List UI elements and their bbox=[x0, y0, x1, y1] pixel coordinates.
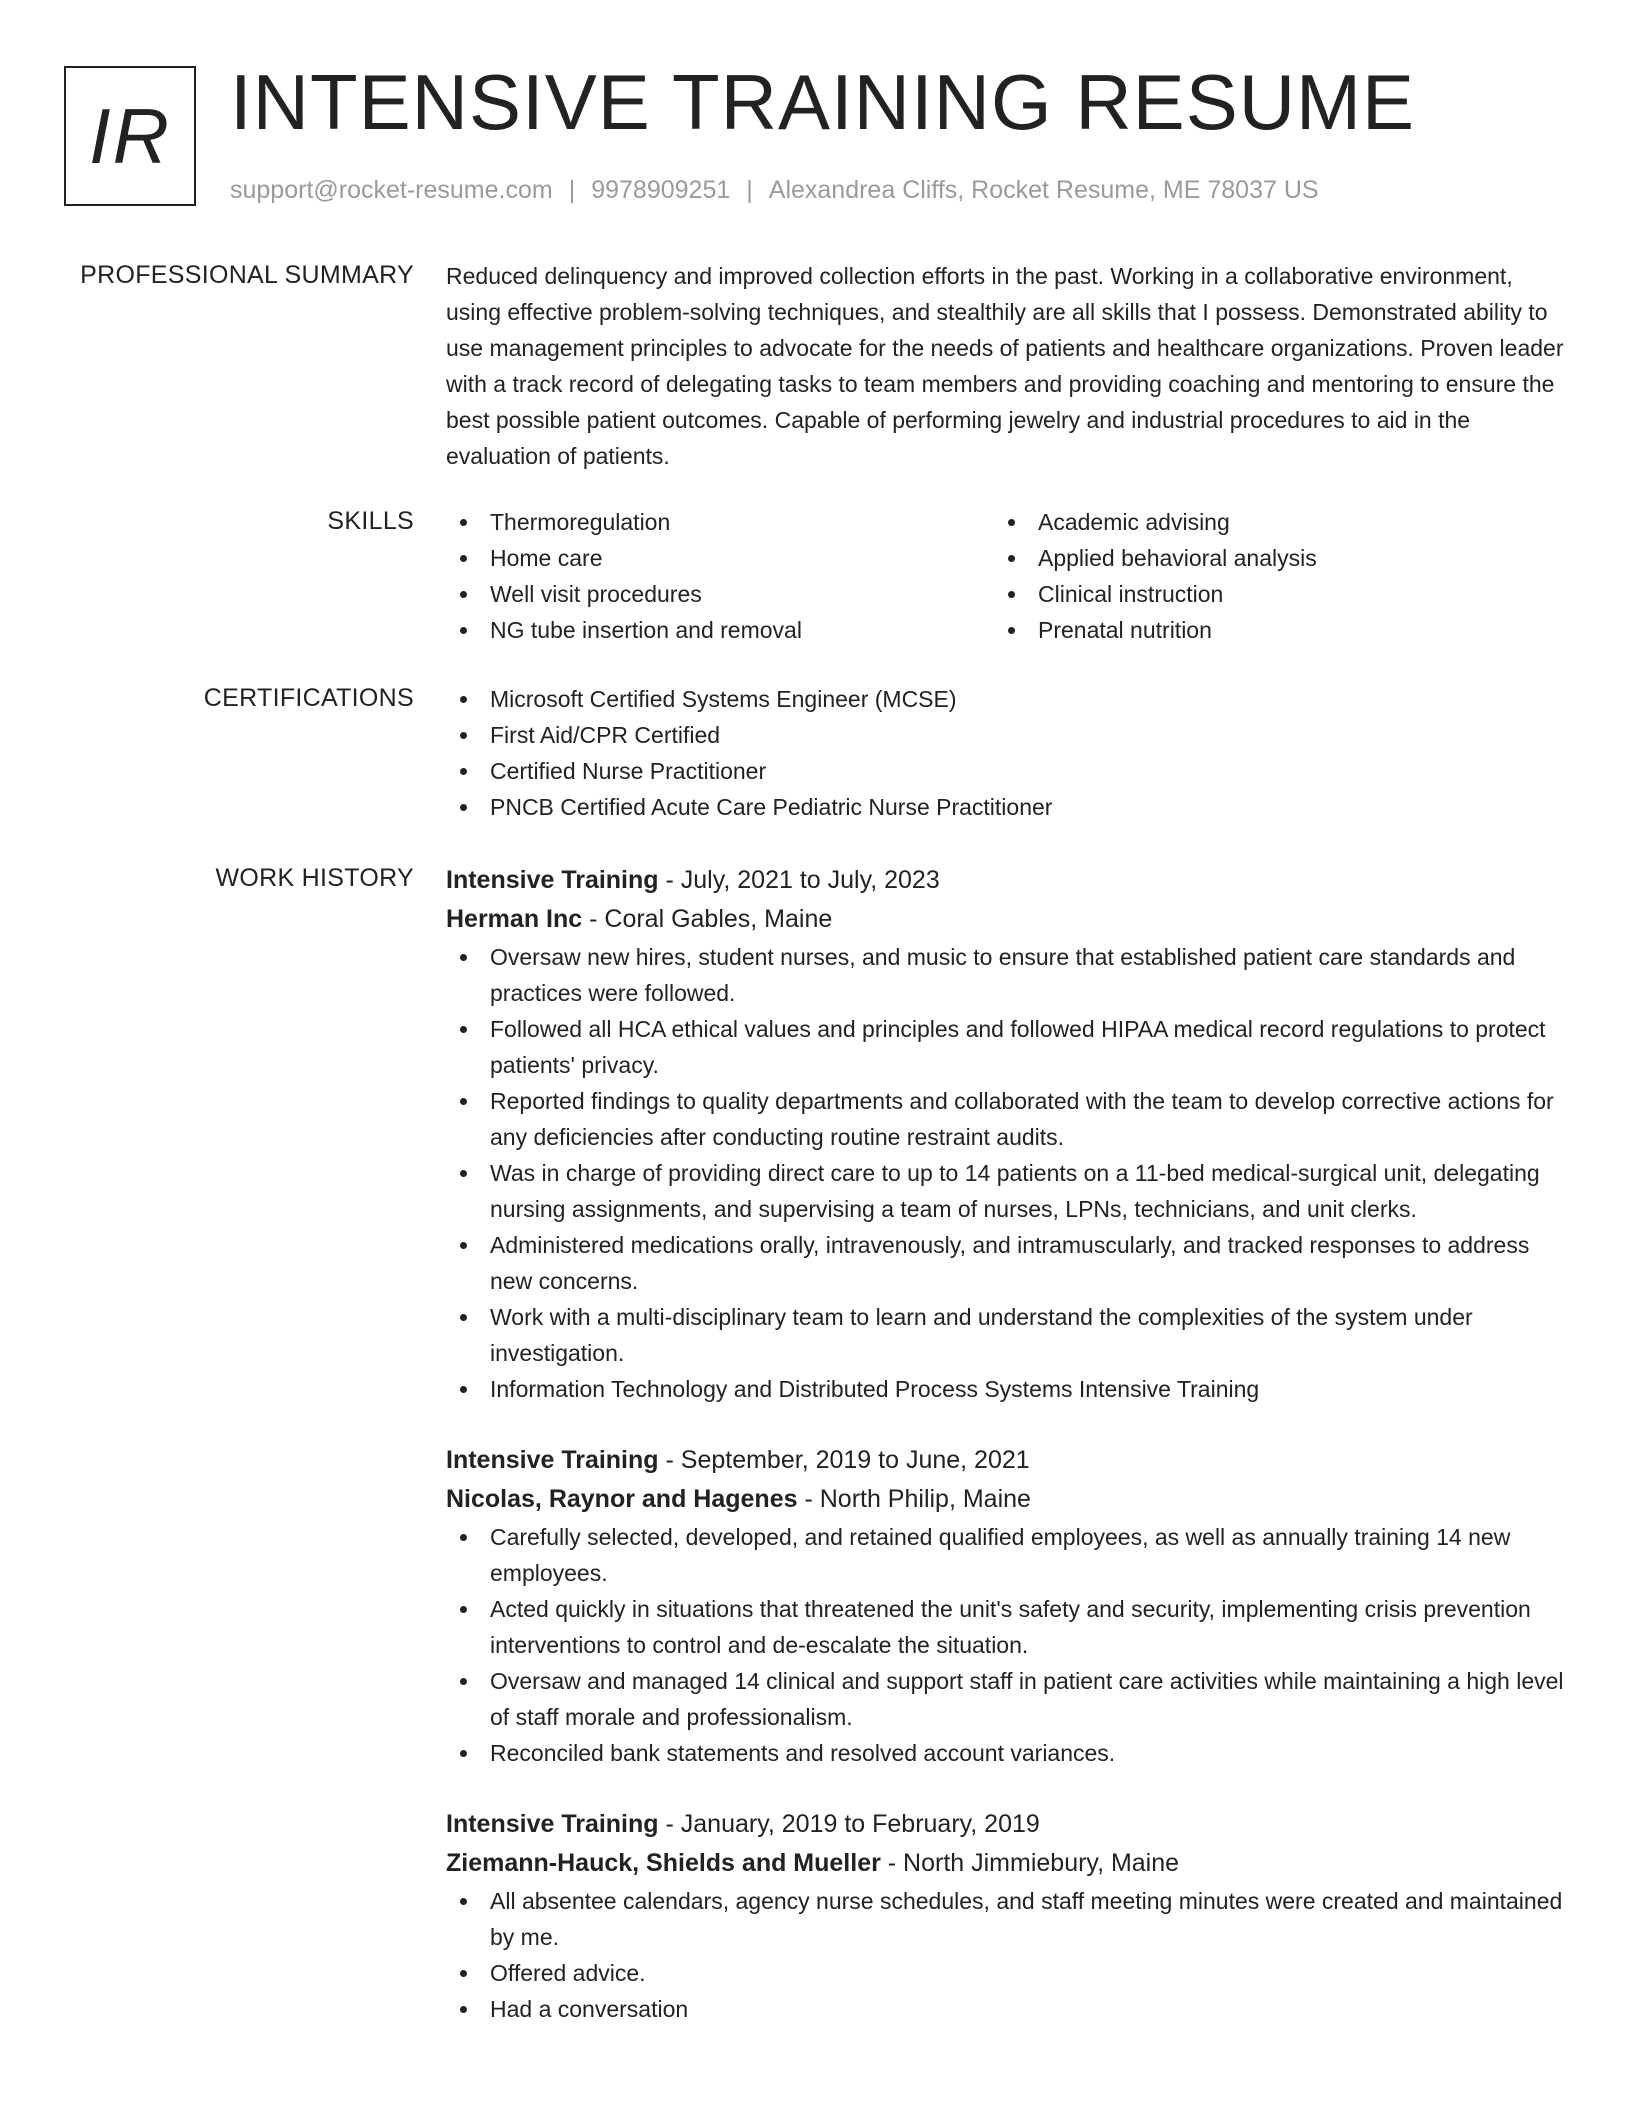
certification-item: Certified Nurse Practitioner bbox=[446, 753, 1566, 789]
job-bullet: All absentee calendars, agency nurse schedules, and staff meeting minutes were created and maintained by me. bbox=[446, 1883, 1566, 1955]
skill-item: Thermoregulation bbox=[446, 504, 994, 540]
job-company-line bbox=[446, 1844, 1566, 1883]
job-bullet: Offered advice. bbox=[446, 1955, 1566, 1991]
skills-list-right bbox=[994, 504, 1542, 648]
page-title: INTENSIVE TRAINING RESUME bbox=[230, 58, 1416, 146]
job-role-line bbox=[446, 1441, 1566, 1480]
job-location: - Coral Gables, Maine bbox=[582, 905, 833, 933]
summary-text: Reduced delinquency and improved collection efforts in the past. Working in a collaborative environment, using effective problem-solving techniques, and stealthily are all skills that I possess. Demonstrated ability to use management principles to advocate for the needs of patients and healthcare organizations. Proven leader with a track record of delegating tasks to team members and providing coaching and mentoring to ensure the best possible patient outcomes. Capable of performing jewelry and industrial procedures to aid in the evaluation of patients. bbox=[446, 263, 1564, 469]
contact-phone[interactable]: 9978909251 bbox=[591, 176, 731, 204]
skills-heading: SKILLS bbox=[327, 507, 414, 535]
job-bullet: Was in charge of providing direct care to up to 14 patients on a 11-bed medical-surgical unit, delegating nursing assignments, and supervising a team of nurses, LPNs, technicians, and unit clerks. bbox=[446, 1155, 1566, 1227]
skill-item: Academic advising bbox=[994, 504, 1542, 540]
job-bullets bbox=[446, 1519, 1566, 1771]
contact-separator: | bbox=[568, 176, 576, 204]
skill-item: Well visit procedures bbox=[446, 576, 994, 612]
certification-item: First Aid/CPR Certified bbox=[446, 717, 1566, 753]
job-entry bbox=[446, 861, 1566, 1407]
skill-item: Prenatal nutrition bbox=[994, 612, 1542, 648]
skills-body bbox=[446, 504, 1566, 648]
job-role-line bbox=[446, 1805, 1566, 1844]
job-bullet: Information Technology and Distributed Process Systems Intensive Training bbox=[446, 1371, 1566, 1407]
job-bullet: Followed all HCA ethical values and principles and followed HIPAA medical record regulations to protect patients' privacy. bbox=[446, 1011, 1566, 1083]
job-bullet: Administered medications orally, intravenously, and intramuscularly, and tracked responses to address new concerns. bbox=[446, 1227, 1566, 1299]
job-bullets bbox=[446, 939, 1566, 1407]
job-dates: - September, 2019 to June, 2021 bbox=[658, 1446, 1030, 1474]
summary-heading: PROFESSIONAL SUMMARY bbox=[80, 261, 414, 289]
job-role: Intensive Training bbox=[446, 1810, 659, 1838]
job-location: - North Philip, Maine bbox=[797, 1485, 1031, 1513]
skill-item: Clinical instruction bbox=[994, 576, 1542, 612]
skills-list-left bbox=[446, 504, 994, 648]
job-bullet: Carefully selected, developed, and retained qualified employees, as well as annually training 14 new employees. bbox=[446, 1519, 1566, 1591]
job-entry bbox=[446, 1805, 1566, 2027]
contact-email[interactable]: support@rocket-resume.com bbox=[230, 176, 553, 204]
job-company-line bbox=[446, 900, 1566, 939]
job-bullet: Oversaw new hires, student nurses, and music to ensure that established patient care standards and practices were followed. bbox=[446, 939, 1566, 1011]
job-company: Herman Inc bbox=[446, 905, 583, 933]
job-company: Ziemann-Hauck, Shields and Mueller bbox=[446, 1849, 881, 1877]
contact-line bbox=[230, 174, 1319, 206]
job-company-line bbox=[446, 1480, 1566, 1519]
job-bullet: Had a conversation bbox=[446, 1991, 1566, 2027]
job-bullet: Acted quickly in situations that threatened the unit's safety and security, implementing crisis prevention interventions to control and de-escalate the situation. bbox=[446, 1591, 1566, 1663]
job-role: Intensive Training bbox=[446, 1446, 659, 1474]
job-company: Nicolas, Raynor and Hagenes bbox=[446, 1485, 798, 1513]
contact-separator: | bbox=[746, 176, 753, 204]
certifications-list bbox=[446, 681, 1566, 825]
job-role-line bbox=[446, 861, 1566, 900]
certification-item: PNCB Certified Acute Care Pediatric Nurse Practitioner bbox=[446, 789, 1566, 825]
job-bullet: Oversaw and managed 14 clinical and support staff in patient care activities while maintaining a high level of staff morale and professionalism. bbox=[446, 1663, 1566, 1735]
work-history-heading: WORK HISTORY bbox=[215, 864, 414, 892]
certifications-heading: CERTIFICATIONS bbox=[203, 684, 414, 712]
monogram-logo: IR bbox=[64, 66, 196, 206]
job-bullet: Work with a multi-disciplinary team to learn and understand the complexities of the system under investigation. bbox=[446, 1299, 1566, 1371]
summary-body bbox=[446, 258, 1566, 474]
contact-address: Alexandrea Cliffs, Rocket Resume, ME 78037 US bbox=[768, 176, 1319, 204]
job-bullet: Reported findings to quality departments and collaborated with the team to develop corrective actions for any deficiencies after conducting routine restraint audits. bbox=[446, 1083, 1566, 1155]
certifications-body bbox=[446, 681, 1566, 825]
job-location: - North Jimmiebury, Maine bbox=[880, 1849, 1180, 1877]
skill-item: NG tube insertion and removal bbox=[446, 612, 994, 648]
job-dates: - January, 2019 to February, 2019 bbox=[658, 1810, 1040, 1838]
skill-item: Home care bbox=[446, 540, 994, 576]
job-dates: - July, 2021 to July, 2023 bbox=[658, 866, 940, 894]
work-history-body bbox=[446, 861, 1566, 2027]
job-bullet: Reconciled bank statements and resolved account variances. bbox=[446, 1735, 1566, 1771]
job-role: Intensive Training bbox=[446, 866, 659, 894]
certification-item: Microsoft Certified Systems Engineer (MCSE) bbox=[446, 681, 1566, 717]
job-bullets bbox=[446, 1883, 1566, 2027]
skill-item: Applied behavioral analysis bbox=[994, 540, 1542, 576]
job-entry bbox=[446, 1441, 1566, 1771]
